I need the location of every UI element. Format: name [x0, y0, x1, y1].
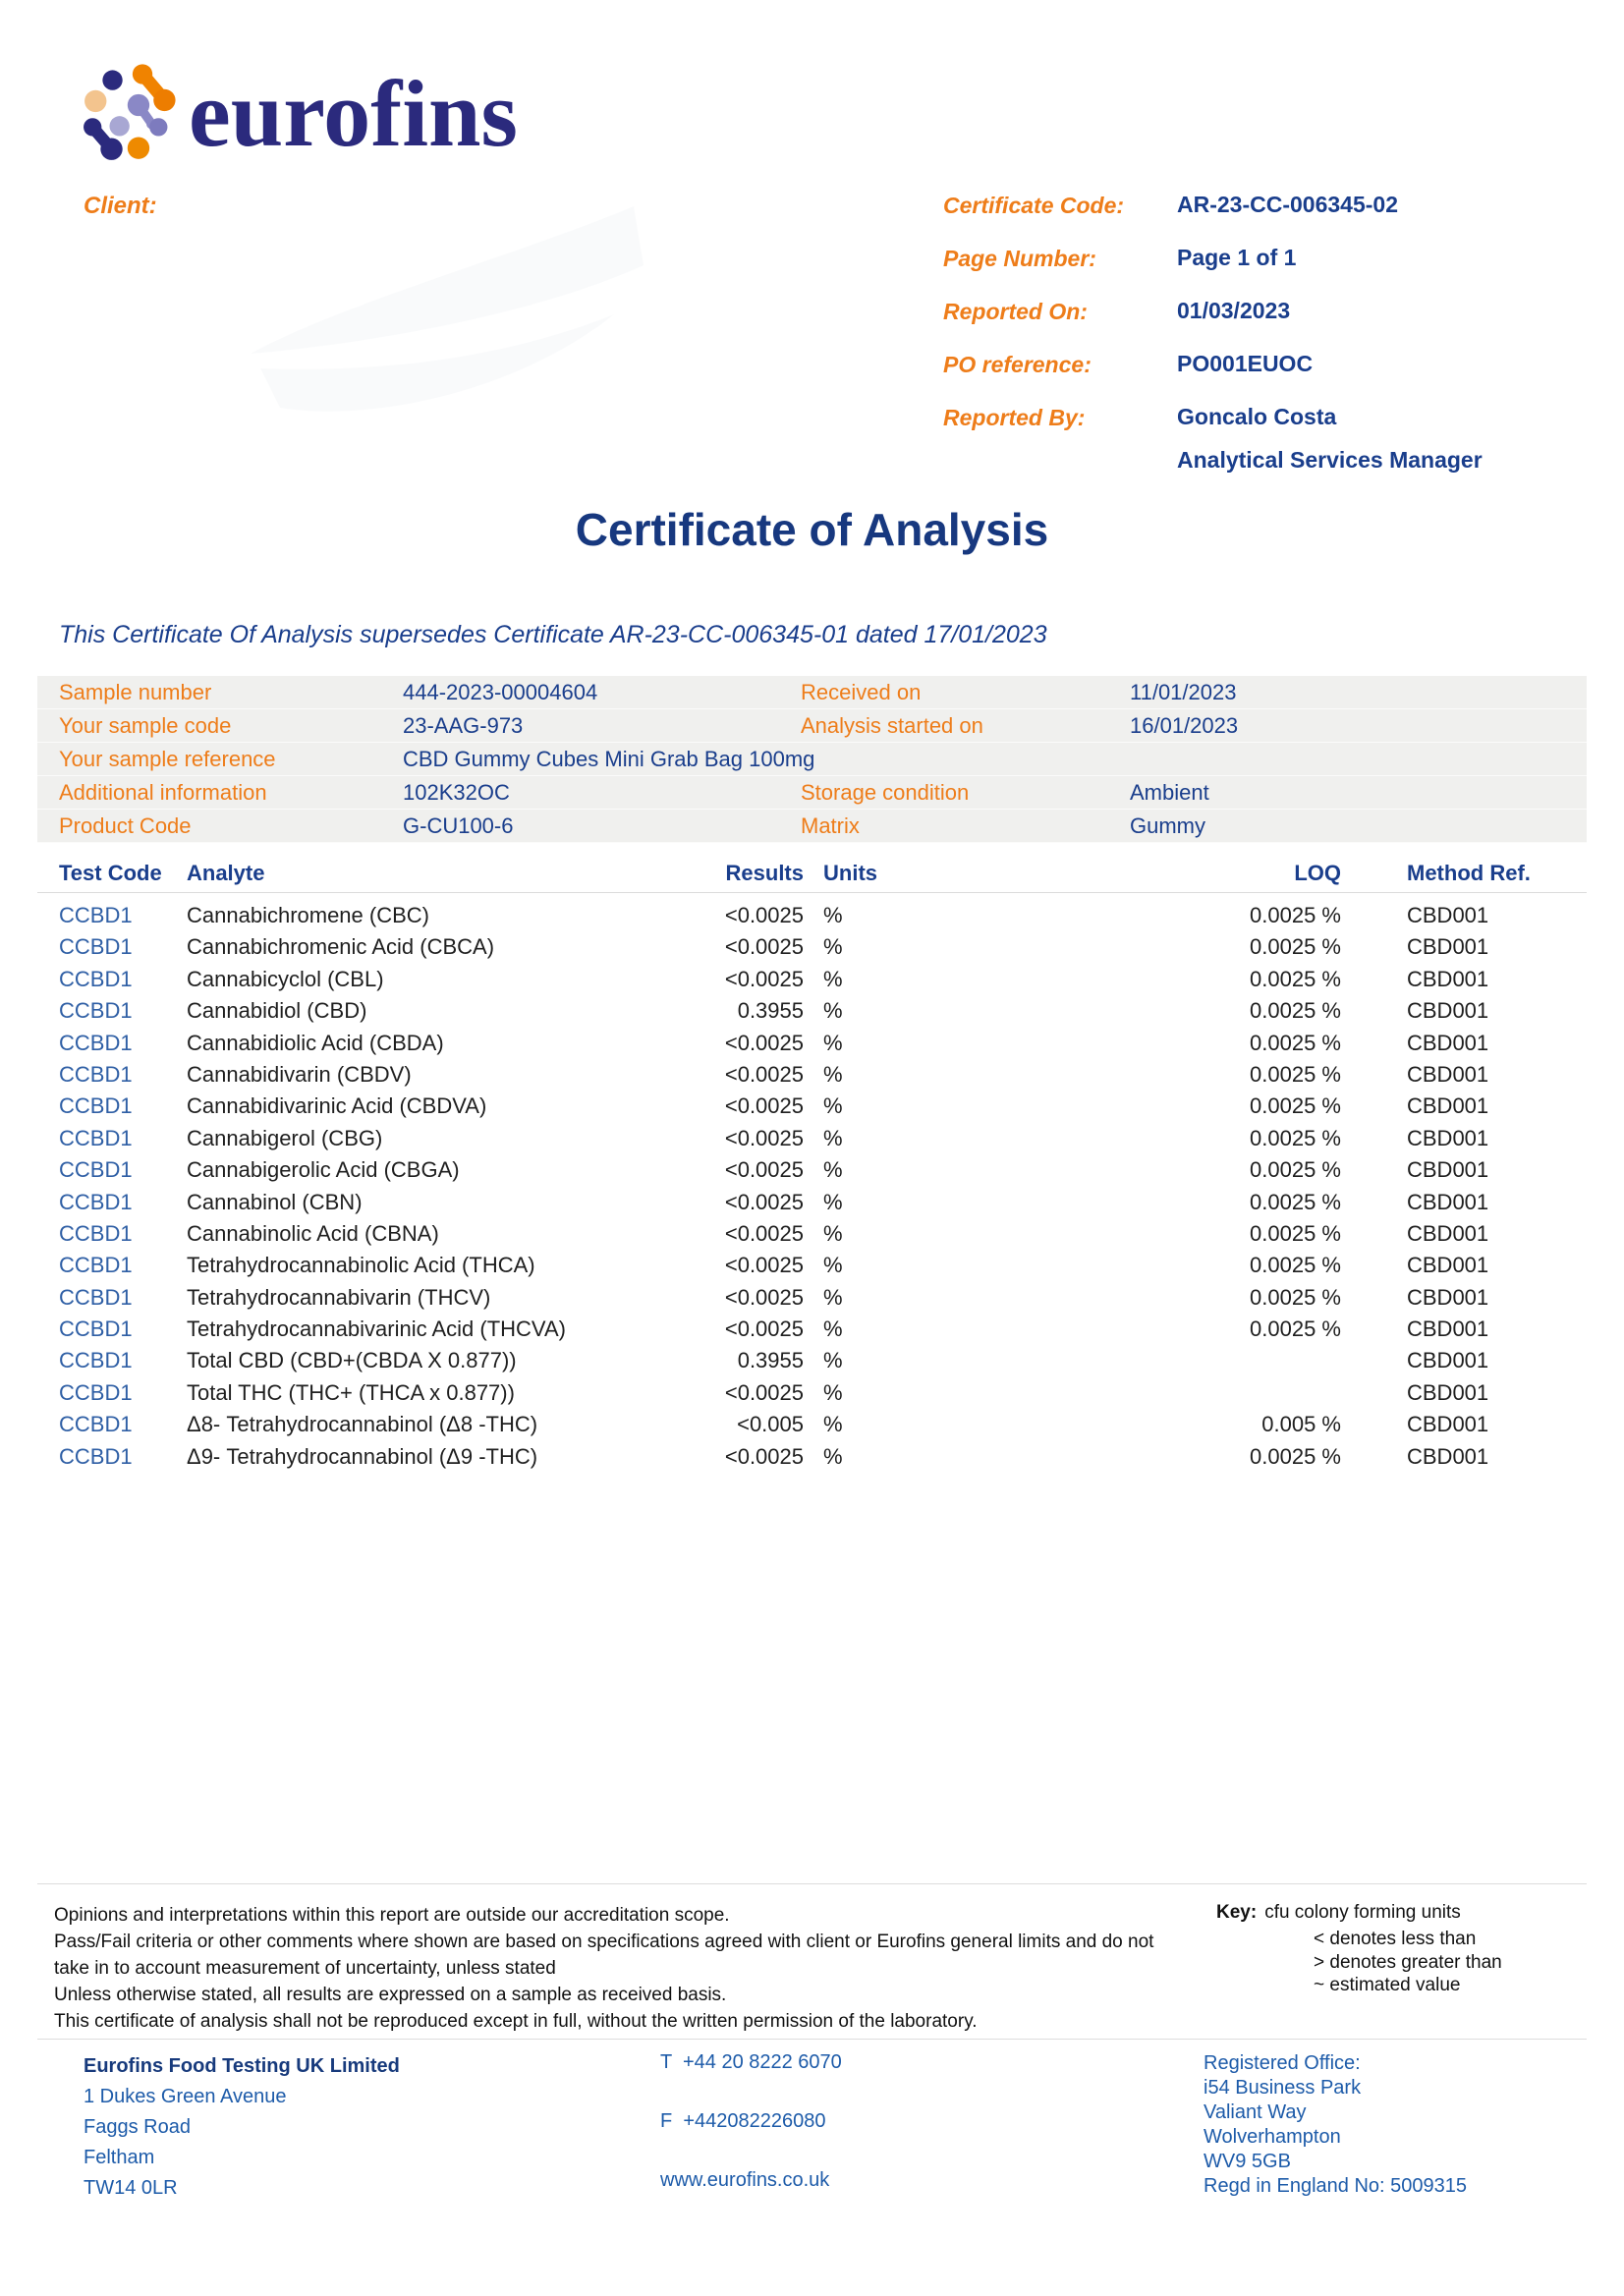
- cell-analyte: Cannabinol (CBN): [187, 1189, 363, 1214]
- cell-method-ref: CBD001: [1407, 1189, 1489, 1214]
- cell-loq: 0.0025 %: [1250, 998, 1341, 1024]
- cell-analyte: Δ8- Tetrahydrocannabinol (Δ8 -THC): [187, 1412, 538, 1437]
- cell-loq: 0.0025 %: [1250, 1253, 1341, 1278]
- cell-method-ref: CBD001: [1407, 1379, 1489, 1405]
- cell-loq: 0.0025 %: [1250, 903, 1341, 927]
- cell-test-code: CCBD1: [59, 966, 133, 991]
- cell-result: <0.0025: [724, 1189, 804, 1214]
- cell-analyte: Cannabichromene (CBC): [187, 903, 429, 927]
- key-legend: [1216, 1902, 1502, 1997]
- footer-divider: [37, 2039, 1587, 2040]
- sample-info-row: [37, 743, 1587, 776]
- sample-info-value: Ambient: [1130, 780, 1209, 805]
- table-row: [37, 964, 1587, 995]
- table-row: [37, 1377, 1587, 1409]
- footer-address-line: TW14 0LR: [84, 2177, 178, 2199]
- meta-row: [943, 352, 1592, 405]
- sample-info-label: Received on: [801, 680, 922, 704]
- cell-loq: 0.0025 %: [1250, 1157, 1341, 1183]
- footer-contact-line: T +44 20 8222 6070: [660, 2051, 842, 2073]
- meta-row: [943, 404, 1592, 474]
- disclaimer-line: Opinions and interpretations within this report are outside our accreditation scope.: [54, 1905, 730, 1926]
- client-label: Client:: [84, 193, 157, 219]
- cell-units: %: [823, 966, 843, 991]
- cell-test-code: CCBD1: [59, 1125, 133, 1150]
- cell-units: %: [823, 1412, 843, 1437]
- cell-analyte: Total CBD (CBD+(CBDA X 0.877)): [187, 1348, 517, 1373]
- cell-units: %: [823, 1125, 843, 1150]
- cell-result: <0.0025: [724, 903, 804, 927]
- cell-loq: 0.0025 %: [1250, 1061, 1341, 1087]
- footer-registered-line: Regd in England No: 5009315: [1204, 2175, 1467, 2197]
- cell-units: %: [823, 1189, 843, 1214]
- meta-row: [943, 193, 1592, 246]
- meta-label: Reported On:: [943, 299, 1088, 324]
- meta-value: [1177, 246, 1296, 289]
- meta-row: [943, 246, 1592, 299]
- sample-info-label: Your sample reference: [59, 747, 276, 771]
- header-test-code: Test Code: [59, 861, 162, 885]
- cell-method-ref: CBD001: [1407, 1412, 1489, 1437]
- cell-result: 0.3955: [737, 998, 804, 1024]
- cell-units: %: [823, 1316, 843, 1342]
- svg-text:eurofins: eurofins: [189, 61, 518, 166]
- footer-registered-office: [1204, 2051, 1467, 2199]
- disclaimer-notes: [54, 1902, 1194, 2035]
- cell-loq: 0.005 %: [1261, 1412, 1341, 1437]
- cell-result: <0.0025: [724, 1093, 804, 1119]
- cell-units: %: [823, 1220, 843, 1246]
- sample-info-row: [37, 709, 1587, 743]
- header-divider: [37, 892, 1587, 893]
- sample-info-value: G-CU100-6: [403, 813, 514, 838]
- cell-method-ref: CBD001: [1407, 1125, 1489, 1150]
- cell-units: %: [823, 1443, 843, 1469]
- cell-method-ref: CBD001: [1407, 1093, 1489, 1119]
- header-results: Results: [725, 861, 804, 885]
- cell-result: <0.0025: [724, 1125, 804, 1150]
- cell-units: %: [823, 1157, 843, 1183]
- cell-result: <0.0025: [724, 1443, 804, 1469]
- sample-info-value: Gummy: [1130, 813, 1205, 838]
- key-label: Key:: [1216, 1902, 1258, 1923]
- cell-units: %: [823, 1348, 843, 1373]
- cell-units: %: [823, 903, 843, 927]
- meta-label: Reported By:: [943, 405, 1086, 430]
- cell-result: 0.3955: [737, 1348, 804, 1373]
- table-row: [37, 1441, 1587, 1473]
- cell-loq: 0.0025 %: [1250, 1125, 1341, 1150]
- cell-loq: 0.0025 %: [1250, 934, 1341, 960]
- cell-analyte: Cannabinolic Acid (CBNA): [187, 1220, 439, 1246]
- cell-test-code: CCBD1: [59, 1093, 133, 1119]
- sample-info-label: Product Code: [59, 813, 192, 838]
- footer-registered-line: Registered Office:: [1204, 2052, 1361, 2074]
- cell-result: <0.0025: [724, 1253, 804, 1278]
- cell-method-ref: CBD001: [1407, 1253, 1489, 1278]
- disclaimer-line: take in to account measurement of uncertainty, unless stated: [54, 1958, 556, 1979]
- sample-info-value: 11/01/2023: [1130, 680, 1237, 704]
- key-symbol-lines: [1314, 1928, 1502, 1997]
- key-line: ~ estimated value: [1314, 1975, 1461, 1995]
- results-table-body: [37, 900, 1587, 1473]
- cell-method-ref: CBD001: [1407, 1443, 1489, 1469]
- cell-analyte: Cannabidivarin (CBDV): [187, 1061, 412, 1087]
- cell-analyte: Cannabichromenic Acid (CBCA): [187, 934, 495, 960]
- cell-test-code: CCBD1: [59, 1412, 133, 1437]
- table-row: [37, 1282, 1587, 1314]
- footer-contact: [660, 2051, 842, 2228]
- cell-analyte: Δ9- Tetrahydrocannabinol (Δ9 -THC): [187, 1443, 538, 1469]
- sample-info-label: Your sample code: [59, 713, 232, 738]
- cell-analyte: Cannabigerol (CBG): [187, 1125, 383, 1150]
- supersedes-note: This Certificate Of Analysis supersedes Certificate AR-23-CC-006345-01 dated 17/01/2023: [59, 621, 1047, 648]
- cell-analyte: Cannabidivarinic Acid (CBDVA): [187, 1093, 487, 1119]
- footer-contact-line: www.eurofins.co.uk: [660, 2169, 830, 2191]
- cell-loq: 0.0025 %: [1250, 1093, 1341, 1119]
- cell-method-ref: CBD001: [1407, 1061, 1489, 1087]
- cell-result: <0.0025: [724, 1284, 804, 1310]
- eurofins-logo-icon: [81, 45, 200, 165]
- footer-company-name: Eurofins Food Testing UK Limited: [84, 2055, 400, 2077]
- cell-result: <0.0025: [724, 1379, 804, 1405]
- table-row: [37, 1345, 1587, 1376]
- cell-method-ref: CBD001: [1407, 1348, 1489, 1373]
- cell-method-ref: CBD001: [1407, 966, 1489, 991]
- meta-value-line1: 01/03/2023: [1177, 298, 1291, 323]
- cell-method-ref: CBD001: [1407, 1157, 1489, 1183]
- eurofins-logo-wordmark: [189, 59, 528, 169]
- cell-analyte: Cannabicyclol (CBL): [187, 966, 384, 991]
- table-row: [37, 1154, 1587, 1186]
- key-line: < denotes less than: [1314, 1929, 1477, 1949]
- table-row: [37, 1409, 1587, 1440]
- cell-units: %: [823, 1253, 843, 1278]
- cell-units: %: [823, 1284, 843, 1310]
- cell-loq: 0.0025 %: [1250, 1030, 1341, 1055]
- cell-analyte: Total THC (THC+ (THCA x 0.877)): [187, 1379, 515, 1405]
- meta-label: Certificate Code:: [943, 193, 1125, 218]
- disclaimer-line: Unless otherwise stated, all results are expressed on a sample as received basis.: [54, 1985, 727, 2005]
- sample-info-value: 23-AAG-973: [403, 713, 524, 738]
- cell-test-code: CCBD1: [59, 1061, 133, 1087]
- cell-method-ref: CBD001: [1407, 934, 1489, 960]
- table-row: [37, 900, 1587, 931]
- footer-company-address: [84, 2051, 400, 2204]
- footer-registered-line: Valiant Way: [1204, 2101, 1307, 2123]
- table-row: [37, 1059, 1587, 1091]
- notes-top-divider: [37, 1883, 1587, 1884]
- cell-method-ref: CBD001: [1407, 1220, 1489, 1246]
- meta-value-line1: AR-23-CC-006345-02: [1177, 192, 1398, 217]
- sample-info-row: [37, 676, 1587, 709]
- cell-loq: 0.0025 %: [1250, 1316, 1341, 1342]
- meta-value: [1177, 299, 1290, 342]
- cell-test-code: CCBD1: [59, 903, 133, 927]
- sample-info-value: 102K32OC: [403, 780, 510, 805]
- footer-address-line: Feltham: [84, 2147, 155, 2168]
- sample-info-label: Additional information: [59, 780, 267, 805]
- table-row: [37, 1218, 1587, 1250]
- certificate-meta: [943, 192, 1592, 474]
- sample-info-table: [37, 676, 1587, 843]
- cell-method-ref: CBD001: [1407, 903, 1489, 927]
- cell-method-ref: CBD001: [1407, 1030, 1489, 1055]
- header-loq: LOQ: [1294, 861, 1341, 885]
- cell-analyte: Tetrahydrocannabivarin (THCV): [187, 1284, 491, 1310]
- disclaimer-line: Pass/Fail criteria or other comments where shown are based on specifications agreed with client or Eurofins general limits and do not: [54, 1932, 1154, 1952]
- cell-test-code: CCBD1: [59, 1189, 133, 1214]
- cell-result: <0.0025: [724, 966, 804, 991]
- table-row: [37, 1250, 1587, 1281]
- cell-result: <0.0025: [724, 1220, 804, 1246]
- meta-value: [1177, 193, 1398, 236]
- cell-method-ref: CBD001: [1407, 1316, 1489, 1342]
- key-cfu-text: cfu colony forming units: [1264, 1902, 1461, 1923]
- header-method-ref: Method Ref.: [1407, 861, 1531, 885]
- cell-test-code: CCBD1: [59, 1157, 133, 1183]
- cell-loq: 0.0025 %: [1250, 1220, 1341, 1246]
- cell-method-ref: CBD001: [1407, 1284, 1489, 1310]
- sample-info-label: Sample number: [59, 680, 212, 704]
- cell-loq: 0.0025 %: [1250, 1443, 1341, 1469]
- cell-test-code: CCBD1: [59, 998, 133, 1024]
- cell-test-code: CCBD1: [59, 1316, 133, 1342]
- key-line: > denotes greater than: [1314, 1951, 1502, 1973]
- cell-analyte: Cannabigerolic Acid (CBGA): [187, 1157, 460, 1183]
- sample-info-value: 444-2023-00004604: [403, 680, 598, 704]
- cell-method-ref: CBD001: [1407, 998, 1489, 1024]
- table-row: [37, 995, 1587, 1027]
- cell-test-code: CCBD1: [59, 934, 133, 960]
- cell-test-code: CCBD1: [59, 1348, 133, 1373]
- meta-value: [1177, 405, 1483, 474]
- sample-info-row: [37, 810, 1587, 843]
- footer-registered-line: WV9 5GB: [1204, 2151, 1291, 2172]
- table-row: [37, 1123, 1587, 1154]
- table-row: [37, 1091, 1587, 1122]
- cell-result: <0.0025: [724, 934, 804, 960]
- disclaimer-line: This certificate of analysis shall not be reproduced except in full, without the written permission of the laboratory.: [54, 2011, 978, 2032]
- footer-address-line: 1 Dukes Green Avenue: [84, 2086, 287, 2107]
- cell-units: %: [823, 1030, 843, 1055]
- meta-label: Page Number:: [943, 246, 1096, 271]
- meta-value-line1: Goncalo Costa: [1177, 404, 1337, 429]
- meta-label: PO reference:: [943, 352, 1092, 377]
- results-table-header: [37, 861, 1587, 888]
- footer-contact-line: F +442082226080: [660, 2110, 826, 2132]
- cell-analyte: Tetrahydrocannabivarinic Acid (THCVA): [187, 1316, 566, 1342]
- cell-test-code: CCBD1: [59, 1253, 133, 1278]
- cell-result: <0.0025: [724, 1030, 804, 1055]
- header-analyte: Analyte: [187, 861, 265, 885]
- cell-loq: 0.0025 %: [1250, 966, 1341, 991]
- cell-loq: 0.0025 %: [1250, 1284, 1341, 1310]
- cell-test-code: CCBD1: [59, 1379, 133, 1405]
- cell-result: <0.0025: [724, 1061, 804, 1087]
- page-title: Certificate of Analysis: [575, 504, 1049, 555]
- sample-info-value: CBD Gummy Cubes Mini Grab Bag 100mg: [403, 747, 815, 771]
- cell-test-code: CCBD1: [59, 1284, 133, 1310]
- cell-units: %: [823, 1093, 843, 1119]
- cell-loq: 0.0025 %: [1250, 1189, 1341, 1214]
- footer-registered-line: Wolverhampton: [1204, 2126, 1341, 2148]
- meta-row: [943, 299, 1592, 352]
- cell-test-code: CCBD1: [59, 1220, 133, 1246]
- key-first-line: [1216, 1902, 1502, 1924]
- footer-address-line: Faggs Road: [84, 2116, 191, 2138]
- meta-value-line1: PO001EUOC: [1177, 351, 1314, 376]
- meta-value-line1: Page 1 of 1: [1177, 245, 1297, 270]
- cell-result: <0.0025: [724, 1157, 804, 1183]
- cell-units: %: [823, 998, 843, 1024]
- cell-analyte: Tetrahydrocannabinolic Acid (THCA): [187, 1253, 535, 1278]
- meta-value: [1177, 352, 1313, 395]
- cell-analyte: Cannabidiol (CBD): [187, 998, 367, 1024]
- header-units: Units: [823, 861, 877, 885]
- footer-registered-line: i54 Business Park: [1204, 2077, 1362, 2099]
- cell-test-code: CCBD1: [59, 1443, 133, 1469]
- cell-result: <0.005: [737, 1412, 804, 1437]
- cell-units: %: [823, 1379, 843, 1405]
- sample-info-label: Analysis started on: [801, 713, 983, 738]
- cell-analyte: Cannabidiolic Acid (CBDA): [187, 1030, 444, 1055]
- table-row: [37, 1314, 1587, 1345]
- sample-info-value: 16/01/2023: [1130, 713, 1239, 738]
- cell-units: %: [823, 934, 843, 960]
- table-row: [37, 1187, 1587, 1218]
- sample-info-label: Matrix: [801, 813, 860, 838]
- sample-info-label: Storage condition: [801, 780, 970, 805]
- table-row: [37, 931, 1587, 963]
- cell-test-code: CCBD1: [59, 1030, 133, 1055]
- cell-units: %: [823, 1061, 843, 1087]
- sample-info-row: [37, 776, 1587, 810]
- meta-value-line2: Analytical Services Manager: [1177, 447, 1483, 474]
- cell-result: <0.0025: [724, 1316, 804, 1342]
- table-row: [37, 1028, 1587, 1059]
